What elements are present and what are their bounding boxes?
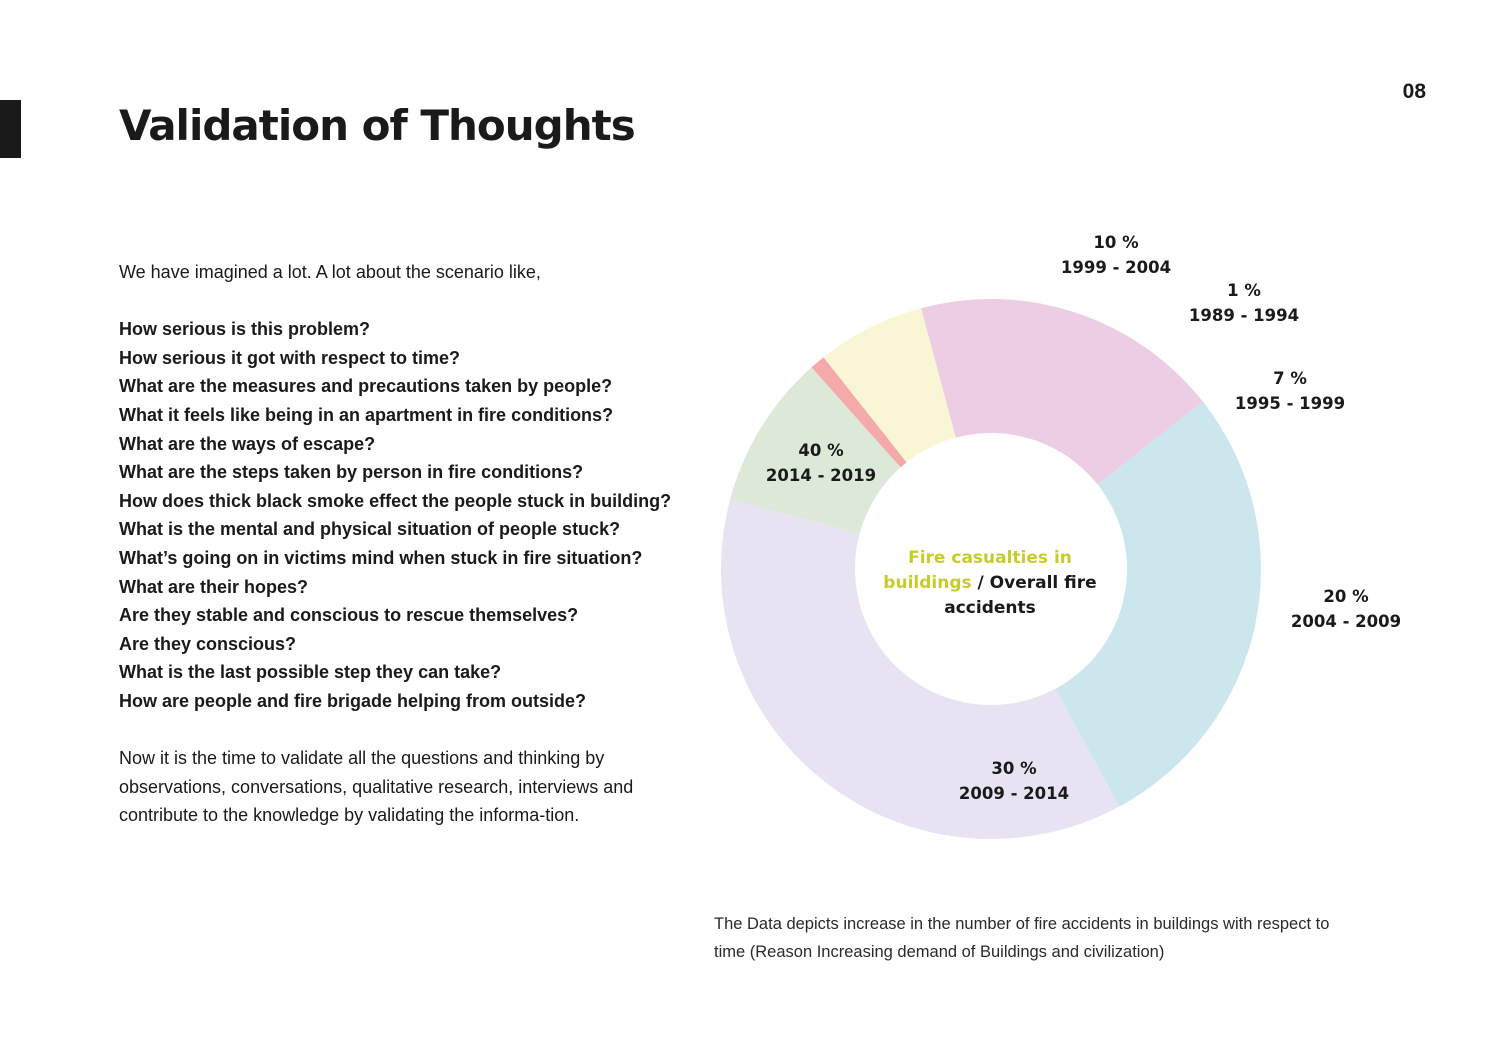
slice-period-label: 1995 - 1999: [1234, 394, 1346, 413]
question-item: How does thick black smoke effect the people stuck in building?: [119, 490, 672, 511]
outro-paragraph: Now it is the time to validate all the questions and thinking by observations, conversations, qualitative research, interviews and contribute to the knowledge by validating the informa-tion.: [119, 748, 634, 826]
question-list: [119, 315, 679, 715]
center-label-highlight: Fire casualties in buildings: [883, 548, 1072, 593]
center-label-separator: /: [977, 573, 984, 593]
slice-period-label: 2014 - 2019: [765, 466, 877, 485]
slice-value-label: 40 %: [798, 441, 844, 460]
slice-value-label: 30 %: [991, 759, 1037, 778]
text-column: [119, 258, 679, 830]
question-item: How are people and fire brigade helping from outside?: [119, 690, 587, 711]
slice-value-label: 1 %: [1227, 281, 1261, 300]
question-item: What it feels like being in an apartment in fire conditions?: [119, 404, 614, 425]
question-item: What are their hopes?: [119, 576, 309, 597]
question-item: What are the ways of escape?: [119, 433, 376, 454]
chart-caption: The Data depicts increase in the number of fire accidents in buildings with respect to time (Reason Increasing demand of Buildings and civilization): [714, 915, 1330, 961]
question-item: What are the steps taken by person in fire conditions?: [119, 462, 584, 483]
slice-period-label: 2009 - 2014: [958, 784, 1070, 803]
donut-chart: [690, 210, 1470, 870]
question-item: What is the mental and physical situation of people stuck?: [119, 519, 621, 540]
question-item: What’s going on in victims mind when stuck in fire situation?: [119, 547, 643, 568]
chart-center-label: [870, 546, 1110, 621]
slice-period-label: 1999 - 2004: [1060, 258, 1172, 277]
slice-value-label: 7 %: [1273, 369, 1307, 388]
question-item: Are they conscious?: [119, 633, 297, 654]
question-item: Are they stable and conscious to rescue themselves?: [119, 605, 579, 626]
question-item: How serious it got with respect to time?: [119, 347, 461, 368]
question-item: What are the measures and precautions taken by people?: [119, 376, 613, 397]
donut-chart-svg: [690, 210, 1470, 870]
slice-period-label: 1989 - 1994: [1188, 306, 1300, 325]
intro-paragraph: We have imagined a lot. A lot about the scenario like,: [119, 262, 541, 282]
slice-value-label: 20 %: [1323, 587, 1369, 606]
slice-value-label: 10 %: [1093, 233, 1139, 252]
slice-period-label: 2004 - 2009: [1290, 612, 1402, 631]
side-accent-bar: [0, 100, 21, 158]
question-item: How serious is this problem?: [119, 319, 371, 340]
question-item: What is the last possible step they can take?: [119, 662, 502, 683]
center-label-rest: Overall fire accidents: [944, 573, 1097, 618]
page-number: 08: [1402, 80, 1426, 103]
page-title: Validation of Thoughts: [119, 101, 635, 150]
